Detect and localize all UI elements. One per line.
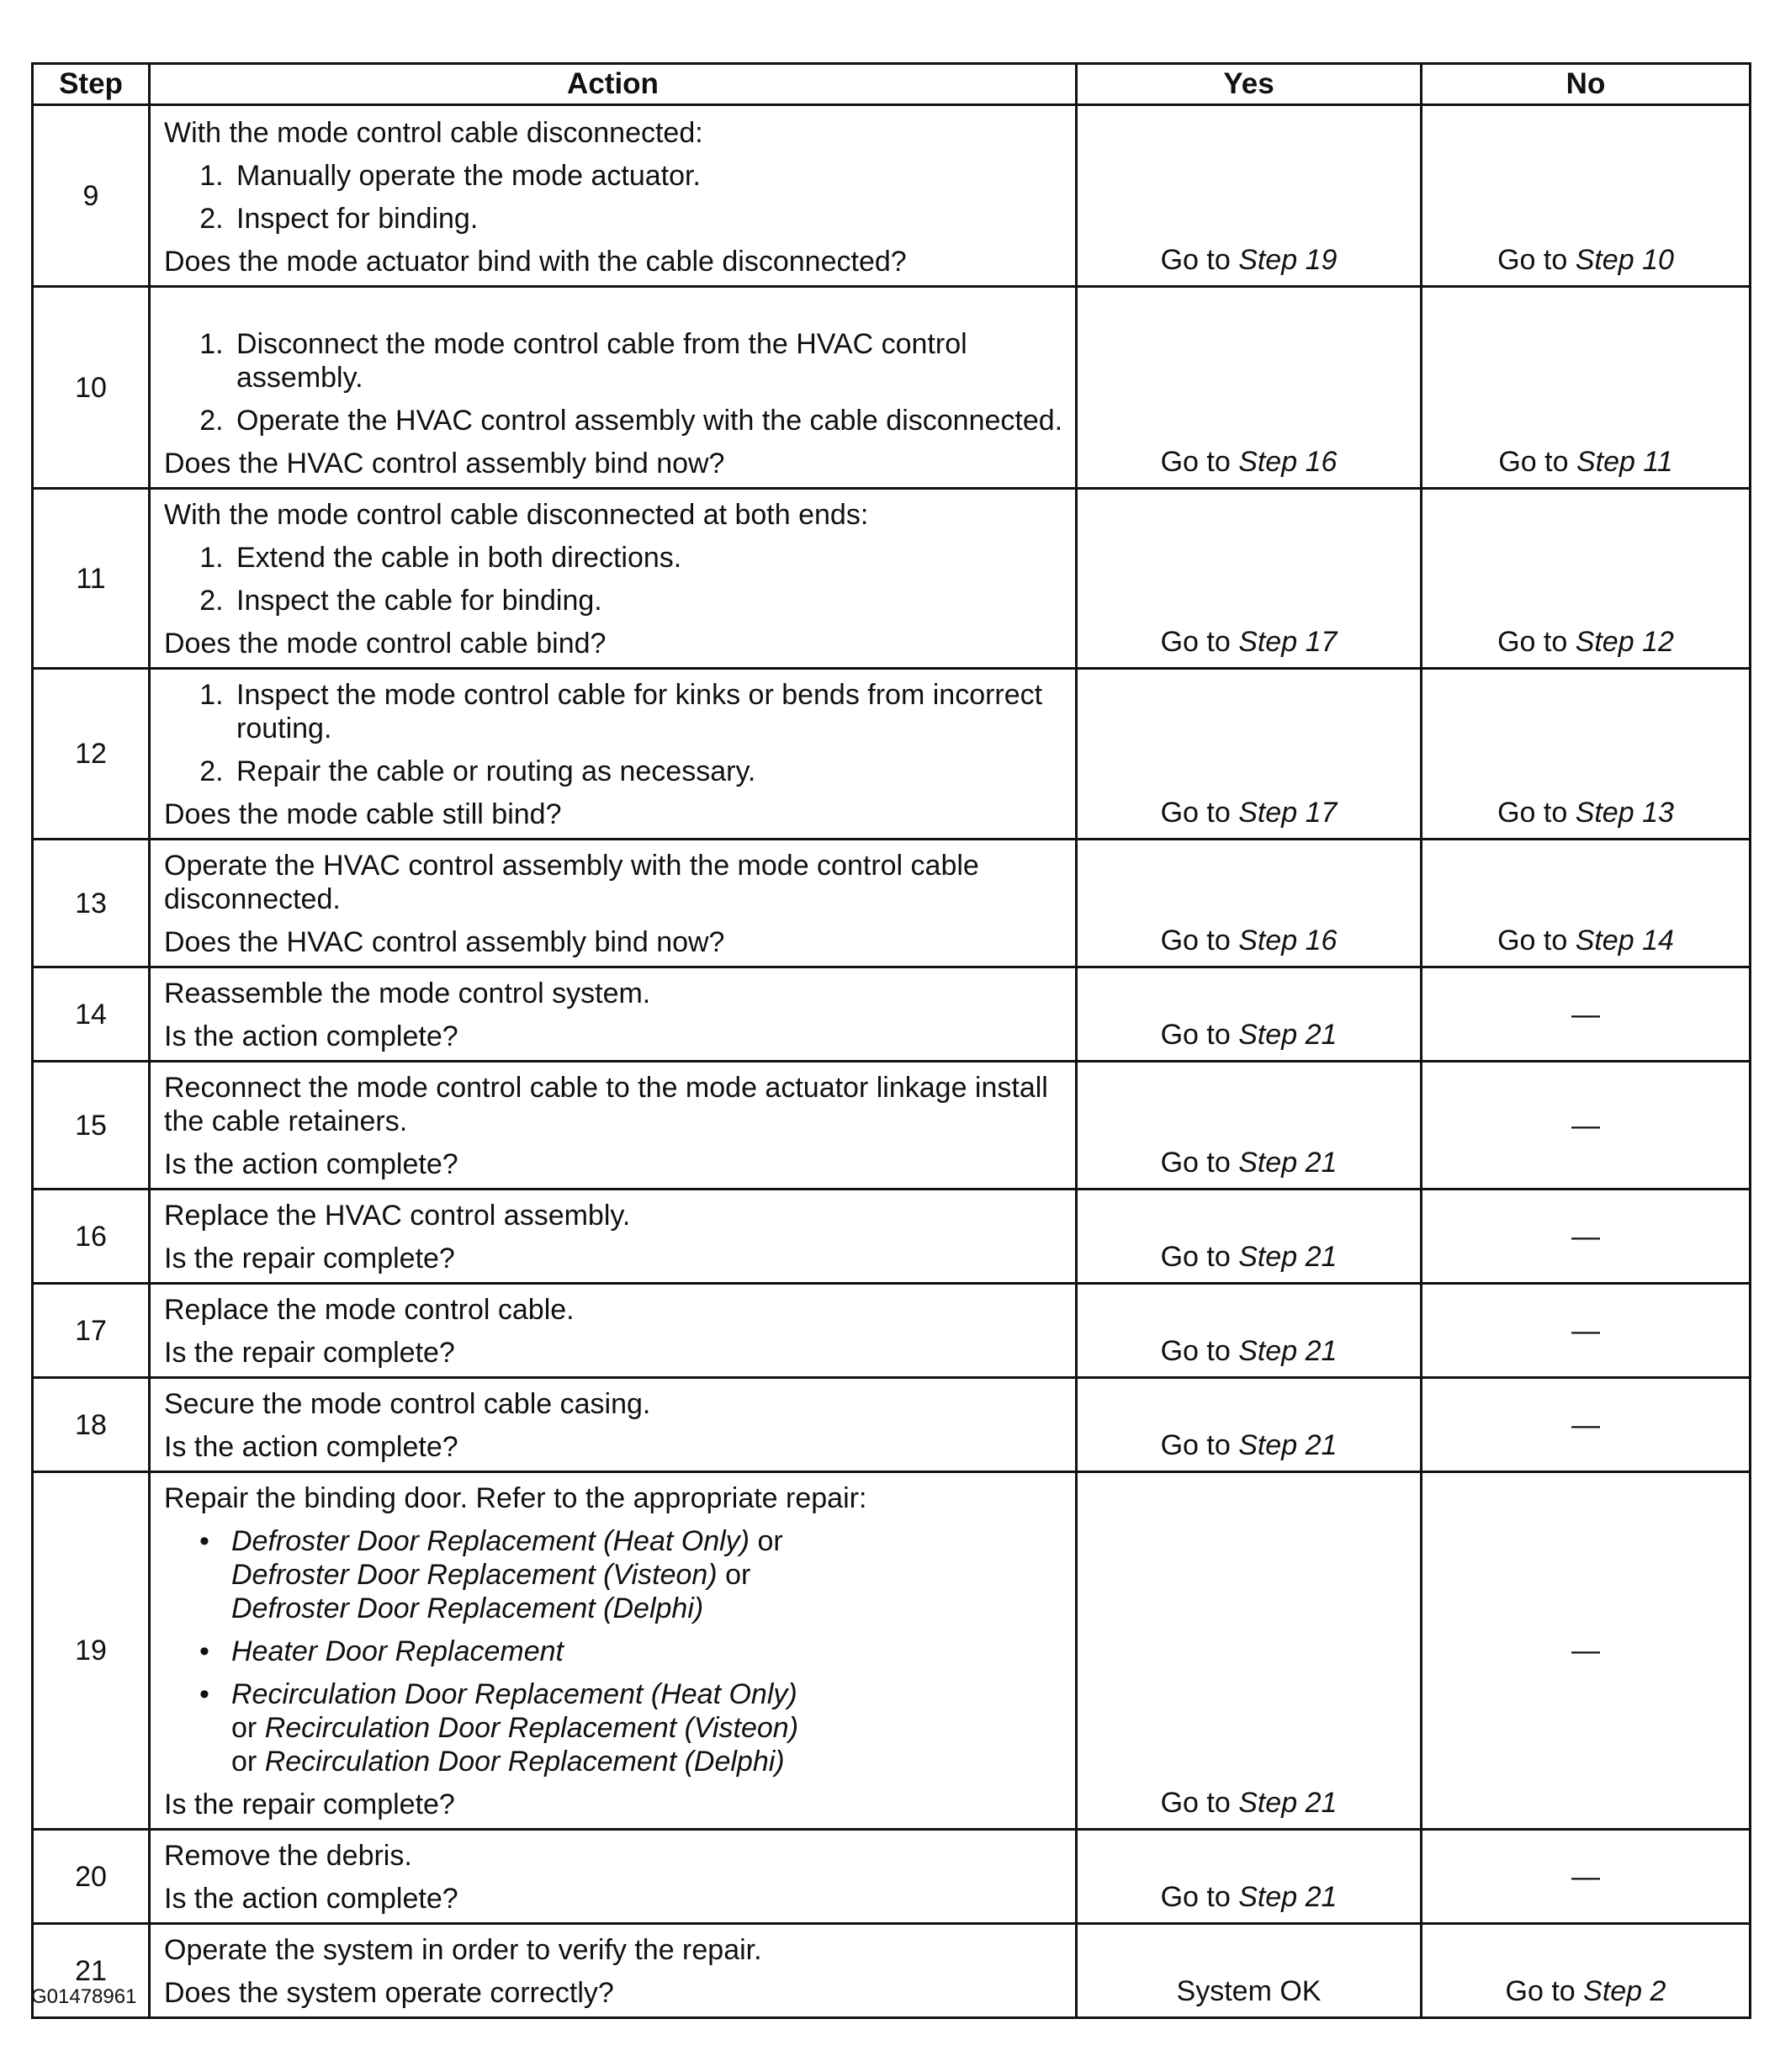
connector-text: or <box>750 1525 783 1557</box>
repair-link-text: Defroster Door Replacement (Heat Only) <box>231 1525 750 1557</box>
table-row <box>33 1472 1751 1830</box>
yes-step-ref: Step 17 <box>1238 797 1338 829</box>
yes-prefix: Go to <box>1160 626 1239 658</box>
action-intro: Replace the mode control cable. <box>164 1294 575 1326</box>
yes-cell <box>1077 1924 1422 2018</box>
repair-link-text: Recirculation Door Replacement (Heat Only) <box>231 1678 797 1710</box>
no-prefix: Go to <box>1497 244 1576 276</box>
action-cell <box>150 489 1077 669</box>
repair-reference <box>231 1524 1065 1625</box>
yes-step-ref: Step 21 <box>1238 1019 1338 1051</box>
no-step-ref: Step 11 <box>1576 446 1673 478</box>
no-cell <box>1422 1378 1751 1472</box>
action-question: Is the action complete? <box>164 1020 458 1052</box>
step-number: 10 <box>33 287 150 489</box>
step-number: 12 <box>33 669 150 840</box>
no-prefix: Go to <box>1498 446 1576 478</box>
action-question: Does the mode control cable bind? <box>164 628 607 660</box>
action-step: 1. Extend the cable in both directions. <box>231 541 1065 575</box>
repair-reference-list <box>164 1524 1065 1778</box>
table-row <box>33 1062 1751 1190</box>
action-cell <box>150 1284 1077 1378</box>
action-intro: With the mode control cable disconnected: <box>164 117 703 149</box>
action-steps-list <box>164 541 1065 617</box>
table-row <box>33 1284 1751 1378</box>
yes-cell <box>1077 489 1422 669</box>
step-number: 20 <box>33 1830 150 1924</box>
yes-prefix: Go to <box>1160 1241 1239 1273</box>
table-row <box>33 1190 1751 1284</box>
no-text: — <box>1571 1635 1600 1667</box>
repair-link-text: Defroster Door Replacement (Visteon) <box>231 1559 718 1591</box>
yes-prefix: Go to <box>1160 244 1239 276</box>
table-row <box>33 287 1751 489</box>
connector-text: or <box>717 1559 751 1591</box>
action-cell <box>150 1062 1077 1190</box>
step-number: 21 <box>33 1924 150 2018</box>
yes-prefix: Go to <box>1160 925 1239 957</box>
table-row <box>33 1378 1751 1472</box>
no-step-ref: Step 13 <box>1575 797 1674 829</box>
repair-reference <box>231 1635 1065 1668</box>
no-step-ref: Step 12 <box>1575 626 1674 658</box>
action-question: Is the repair complete? <box>164 1337 455 1369</box>
no-cell <box>1422 1924 1751 2018</box>
action-question: Does the HVAC control assembly bind now? <box>164 926 725 958</box>
no-cell <box>1422 1472 1751 1830</box>
action-step: 2. Operate the HVAC control assembly with the cable disconnected. <box>231 404 1065 437</box>
no-cell <box>1422 1190 1751 1284</box>
action-intro: Operate the HVAC control assembly with the mode control cable disconnected. <box>164 850 979 915</box>
no-cell <box>1422 669 1751 840</box>
yes-step-ref: Step 16 <box>1238 925 1338 957</box>
no-text: — <box>1571 1220 1600 1253</box>
yes-cell <box>1077 1062 1422 1190</box>
yes-prefix: Go to <box>1160 1787 1239 1819</box>
action-cell <box>150 105 1077 287</box>
header-action: Action <box>150 64 1077 105</box>
yes-step-ref: Step 17 <box>1238 626 1338 658</box>
yes-cell <box>1077 287 1422 489</box>
action-cell <box>150 1472 1077 1830</box>
action-intro: Replace the HVAC control assembly. <box>164 1200 631 1232</box>
header-step: Step <box>33 64 150 105</box>
no-step-ref: Step 10 <box>1575 244 1674 276</box>
action-question: Is the repair complete? <box>164 1243 455 1274</box>
step-number: 18 <box>33 1378 150 1472</box>
table-row <box>33 1830 1751 1924</box>
yes-step-ref: Step 21 <box>1238 1429 1338 1461</box>
action-intro: Reassemble the mode control system. <box>164 978 651 1010</box>
yes-cell <box>1077 669 1422 840</box>
action-question: Is the action complete? <box>164 1148 458 1180</box>
yes-prefix: Go to <box>1160 797 1239 829</box>
no-cell <box>1422 287 1751 489</box>
no-prefix: Go to <box>1497 925 1576 957</box>
yes-step-ref: Step 21 <box>1238 1241 1338 1273</box>
action-question: Is the repair complete? <box>164 1788 455 1820</box>
action-steps-list <box>164 159 1065 236</box>
no-text: — <box>1571 1314 1600 1347</box>
table-row <box>33 105 1751 287</box>
yes-cell <box>1077 967 1422 1062</box>
no-text: — <box>1571 1860 1600 1893</box>
no-step-ref: Step 14 <box>1575 925 1674 957</box>
no-cell <box>1422 840 1751 967</box>
connector-text: or <box>231 1712 265 1744</box>
yes-prefix: Go to <box>1160 446 1239 478</box>
repair-reference <box>231 1677 1065 1778</box>
yes-prefix: Go to <box>1160 1335 1239 1367</box>
yes-cell <box>1077 1472 1422 1830</box>
repair-link-text: Heater Door Replacement <box>231 1635 564 1667</box>
yes-prefix: Go to <box>1160 1147 1239 1179</box>
action-question: Is the action complete? <box>164 1431 458 1463</box>
action-question: Does the system operate correctly? <box>164 1977 614 2009</box>
step-number: 13 <box>33 840 150 967</box>
yes-cell <box>1077 1190 1422 1284</box>
yes-prefix: Go to <box>1160 1429 1239 1461</box>
connector-text: or <box>231 1746 265 1778</box>
action-cell <box>150 967 1077 1062</box>
step-number: 15 <box>33 1062 150 1190</box>
yes-prefix: Go to <box>1160 1019 1239 1051</box>
diagnostic-table <box>31 62 1751 2019</box>
no-cell <box>1422 967 1751 1062</box>
no-text: — <box>1571 1408 1600 1441</box>
yes-step-ref: Step 21 <box>1238 1335 1338 1367</box>
no-prefix: Go to <box>1497 797 1576 829</box>
step-number: 9 <box>33 105 150 287</box>
repair-link-text: Defroster Door Replacement (Delphi) <box>231 1592 704 1624</box>
yes-prefix: Go to <box>1160 1881 1239 1913</box>
action-intro: Remove the debris. <box>164 1840 412 1872</box>
action-step: 2. Repair the cable or routing as necessary. <box>231 755 1065 788</box>
figure-id: G01478961 <box>31 1985 137 2008</box>
table-row <box>33 669 1751 840</box>
step-number: 19 <box>33 1472 150 1830</box>
yes-step-ref: Step 21 <box>1238 1787 1338 1819</box>
repair-link-text: Recirculation Door Replacement (Delphi) <box>264 1746 785 1778</box>
step-number: 16 <box>33 1190 150 1284</box>
yes-step-ref: Step 21 <box>1238 1881 1338 1913</box>
action-intro: Repair the binding door. Refer to the appropriate repair: <box>164 1482 867 1514</box>
action-question: Is the action complete? <box>164 1883 458 1915</box>
no-cell <box>1422 1830 1751 1924</box>
action-intro: Secure the mode control cable casing. <box>164 1388 651 1420</box>
action-step: 1. Inspect the mode control cable for kinks or bends from incorrect routing. <box>231 678 1065 745</box>
yes-cell <box>1077 1378 1422 1472</box>
no-text: — <box>1571 998 1600 1031</box>
action-cell <box>150 840 1077 967</box>
no-cell <box>1422 489 1751 669</box>
table-row <box>33 489 1751 669</box>
table-row <box>33 1924 1751 2018</box>
action-steps-list <box>164 678 1065 788</box>
action-intro: Operate the system in order to verify the repair. <box>164 1934 762 1966</box>
yes-cell <box>1077 840 1422 967</box>
action-cell <box>150 1378 1077 1472</box>
header-row <box>33 64 1751 105</box>
header-no: No <box>1422 64 1751 105</box>
no-cell <box>1422 1062 1751 1190</box>
step-number: 14 <box>33 967 150 1062</box>
action-steps-list <box>164 327 1065 437</box>
action-intro: With the mode control cable disconnected at both ends: <box>164 499 869 531</box>
yes-step-ref: Step 19 <box>1238 244 1338 276</box>
no-cell <box>1422 105 1751 287</box>
action-cell <box>150 1190 1077 1284</box>
no-prefix: Go to <box>1505 1975 1584 2007</box>
no-prefix: Go to <box>1497 626 1576 658</box>
no-text: — <box>1571 1109 1600 1142</box>
action-question: Does the HVAC control assembly bind now? <box>164 448 725 480</box>
action-step: 2. Inspect for binding. <box>231 202 1065 236</box>
yes-text: System OK <box>1176 1975 1322 2007</box>
action-question: Does the mode cable still bind? <box>164 798 562 830</box>
action-cell <box>150 1830 1077 1924</box>
action-question: Does the mode actuator bind with the cable disconnected? <box>164 246 907 278</box>
yes-cell <box>1077 1284 1422 1378</box>
table-body <box>33 105 1751 2018</box>
step-number: 17 <box>33 1284 150 1378</box>
step-number: 11 <box>33 489 150 669</box>
repair-link-text: Recirculation Door Replacement (Visteon) <box>264 1712 799 1744</box>
action-step: 1. Disconnect the mode control cable from the HVAC control assembly. <box>231 327 1065 395</box>
action-step: 1. Manually operate the mode actuator. <box>231 159 1065 193</box>
action-cell <box>150 287 1077 489</box>
yes-step-ref: Step 16 <box>1238 446 1338 478</box>
yes-step-ref: Step 21 <box>1238 1147 1338 1179</box>
table-row <box>33 840 1751 967</box>
header-yes: Yes <box>1077 64 1422 105</box>
yes-cell <box>1077 105 1422 287</box>
no-step-ref: Step 2 <box>1583 1975 1666 2007</box>
table-row <box>33 967 1751 1062</box>
no-cell <box>1422 1284 1751 1378</box>
yes-cell <box>1077 1830 1422 1924</box>
action-intro: Reconnect the mode control cable to the mode actuator linkage install the cable retainers. <box>164 1072 1048 1137</box>
action-cell <box>150 1924 1077 2018</box>
action-cell <box>150 669 1077 840</box>
action-step: 2. Inspect the cable for binding. <box>231 584 1065 617</box>
